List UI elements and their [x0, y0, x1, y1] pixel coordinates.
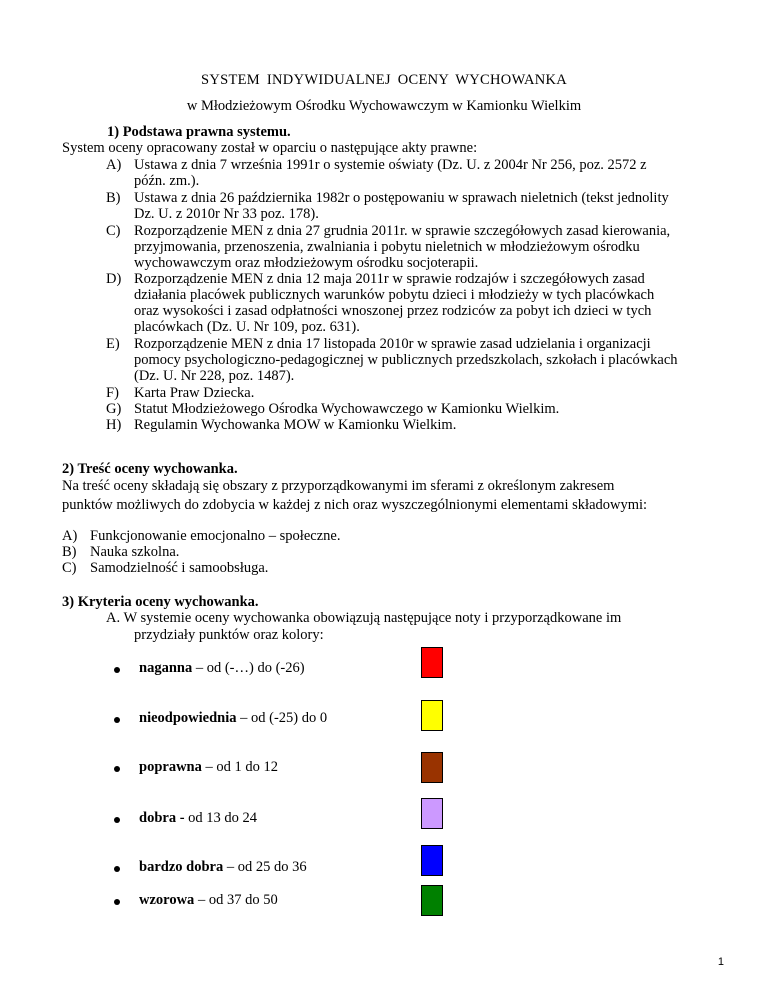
- document-title: SYSTEM INDYWIDUALNEJ OCENY WYCHOWANKA: [200, 72, 568, 88]
- grade-item: [139, 759, 278, 775]
- section3-item-a: A. W systemie oceny wychowanka obowiązują następujące noty i przyporządkowane im: [106, 610, 622, 626]
- grade-color-swatch: [421, 700, 443, 731]
- list-item-text: Karta Praw Dziecka.: [134, 385, 255, 401]
- list-marker: D): [106, 271, 122, 287]
- list-marker: B): [106, 190, 121, 206]
- grade-range: – od 1 do 12: [201, 759, 278, 775]
- list-item-text: późn. zm.).: [134, 173, 200, 189]
- list-marker: G): [106, 401, 122, 417]
- section3-item-a: przydziały punktów oraz kolory:: [134, 627, 324, 643]
- list-item-text: placówkach (Dz. U. Nr 109, poz. 631).: [134, 319, 360, 335]
- list-item-text: Samodzielność i samoobsługa.: [90, 560, 269, 576]
- list-item-text: Regulamin Wychowanka MOW w Kamionku Wielkim.: [134, 417, 457, 433]
- page-number: 1: [717, 956, 724, 968]
- grade-range: – od (-25) do 0: [236, 710, 328, 726]
- bullet-icon: [114, 667, 120, 673]
- grade-color-swatch: [421, 752, 443, 783]
- list-marker: A): [62, 528, 78, 544]
- list-item-text: Nauka szkolna.: [90, 544, 180, 560]
- grade-range: – od 37 do 50: [194, 892, 278, 908]
- bullet-icon: [114, 899, 120, 905]
- section2-heading: 2) Treść oceny wychowanka.: [62, 461, 238, 477]
- bullet-icon: [114, 717, 120, 723]
- bullet-icon: [114, 817, 120, 823]
- list-marker: C): [106, 223, 121, 239]
- grade-color-swatch: [421, 885, 443, 916]
- list-item-text: Ustawa z dnia 7 września 1991r o systemie oświaty (Dz. U. z 2004r Nr 256, poz. 2572 z: [134, 157, 647, 173]
- grade-color-swatch: [421, 647, 443, 678]
- grade-item: [139, 710, 327, 726]
- list-item-text: oraz wysokości i zasad odpłatności wnoszonej przez rodziców za pobyt ich dzieci w tych: [134, 303, 652, 319]
- bullet-icon: [114, 766, 120, 772]
- list-marker: B): [62, 544, 77, 560]
- grade-item: [139, 859, 307, 875]
- list-item-text: Rozporządzenie MEN z dnia 12 maja 2011r w sprawie rodzajów i szczegółowych zasad: [134, 271, 645, 287]
- list-marker: F): [106, 385, 119, 401]
- grade-item: [139, 660, 305, 676]
- section3-heading: 3) Kryteria oceny wychowanka.: [62, 594, 259, 610]
- list-item-text: Ustawa z dnia 26 października 1982r o postępowaniu w sprawach nieletnich (tekst jednolity: [134, 190, 669, 206]
- section1-heading: 1) Podstawa prawna systemu.: [107, 124, 291, 140]
- section2-intro: punktów możliwych do zdobycia w każdej z nich oraz wyszczególnionymi elementami składowymi:: [62, 497, 648, 513]
- list-item-text: Statut Młodzieżowego Ośrodka Wychowawczego w Kamionku Wielkim.: [134, 401, 560, 417]
- grade-name: bardzo dobra: [139, 859, 224, 875]
- document-subtitle: w Młodzieżowym Ośrodku Wychowawczym w Kamionku Wielkim: [186, 98, 582, 114]
- list-item-text: Rozporządzenie MEN z dnia 17 listopada 2010r w sprawie zasad udzielania i organizacji: [134, 336, 651, 352]
- grade-item: [139, 810, 257, 826]
- grade-name: wzorowa: [139, 892, 195, 908]
- grade-name: nieodpowiednia: [139, 710, 237, 726]
- list-marker: E): [106, 336, 120, 352]
- grade-item: [139, 892, 278, 908]
- grade-name: poprawna: [139, 759, 202, 775]
- list-marker: H): [106, 417, 122, 433]
- list-marker: C): [62, 560, 77, 576]
- list-item-text: Funkcjonowanie emocjonalno – społeczne.: [90, 528, 341, 544]
- list-item-text: pomocy psychologiczno-pedagogicznej w publicznych przedszkolach, szkołach i placówkach: [134, 352, 678, 368]
- grade-color-swatch: [421, 798, 443, 829]
- list-item-text: Rozporządzenie MEN z dnia 27 grudnia 2011r. w sprawie szczegółowych zasad kierowania,: [134, 223, 671, 239]
- list-item-text: (Dz. U. Nr 228, poz. 1487).: [134, 368, 295, 384]
- grade-name: naganna: [139, 660, 193, 676]
- list-item-text: przyjmowania, przenoszenia, zwalniania i pobytu nieletnich w młodzieżowym ośrodku: [134, 239, 640, 255]
- list-item-text: wychowawczym oraz młodzieżowym ośrodku socjoterapii.: [134, 255, 479, 271]
- list-item-text: Dz. U. z 2010r Nr 33 poz. 178).: [134, 206, 319, 222]
- grade-name: dobra -: [139, 810, 185, 826]
- grade-range: – od 25 do 36: [223, 859, 307, 875]
- grade-color-swatch: [421, 845, 443, 876]
- grade-range: od 13 do 24: [184, 810, 258, 826]
- section1-intro: System oceny opracowany został w oparciu o następujące akty prawne:: [62, 140, 478, 156]
- grade-range: – od (-…) do (-26): [192, 660, 305, 676]
- list-marker: A): [106, 157, 122, 173]
- list-item-text: działania placówek publicznych warunków pobytu dzieci i młodzieży w tych placówkach: [134, 287, 655, 303]
- bullet-icon: [114, 866, 120, 872]
- section2-intro: Na treść oceny składają się obszary z przyporządkowanymi im sferami z określonym zakresem: [62, 478, 615, 494]
